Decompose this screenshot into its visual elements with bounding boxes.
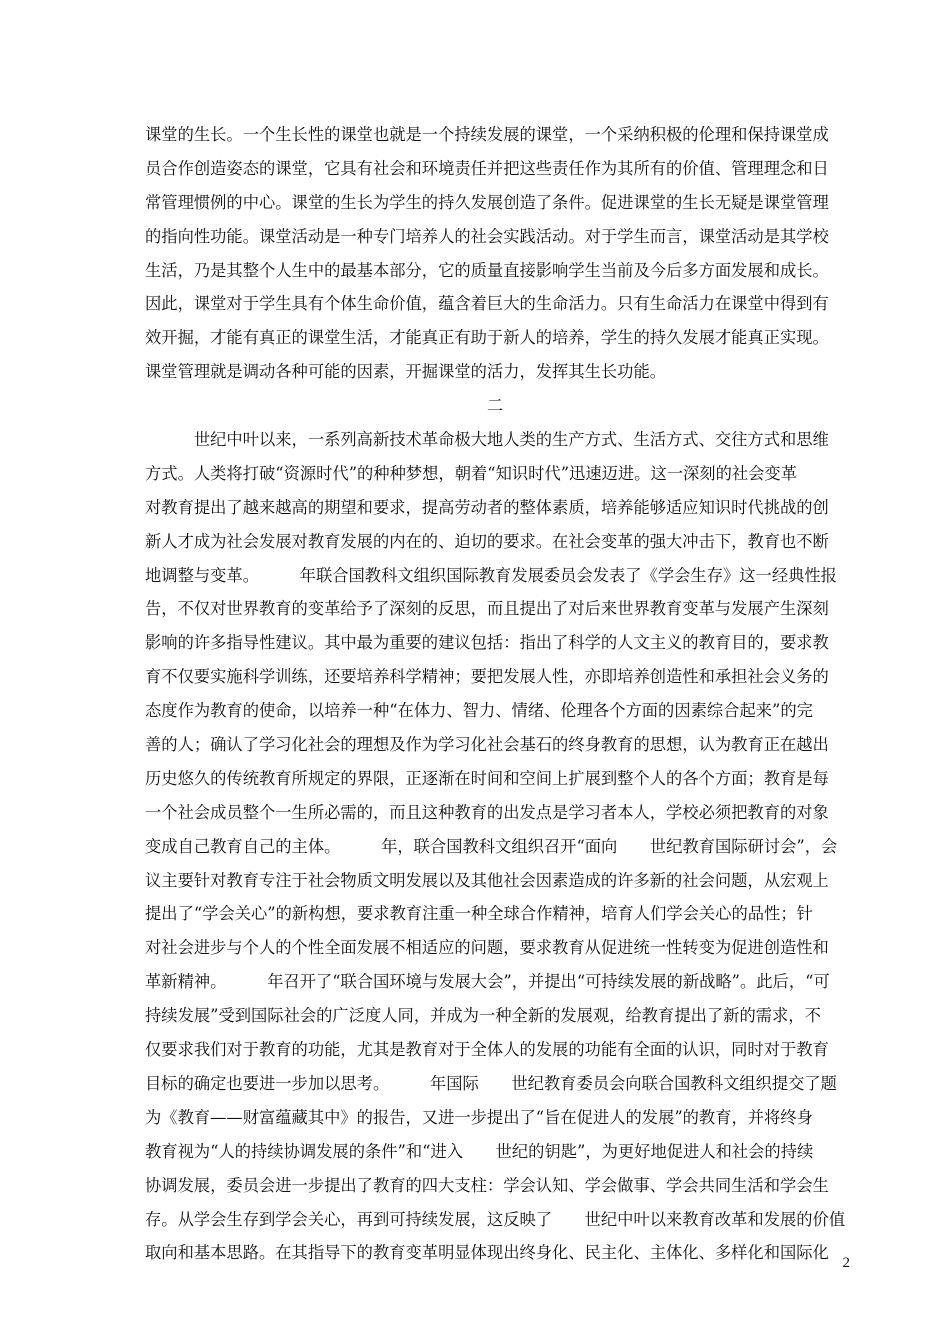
text-line: 目标的确定也要进一步加以思考。 年国际 世纪教育委员会向联合国教科文组织提交了题: [145, 1073, 837, 1093]
text-line: 变成自己教育自己的主体。 年，联合国教科文组织召开“面向 世纪教育国际研讨会”，会: [145, 836, 838, 856]
text-line: 持续发展”受到国际社会的广泛度人同，并成为一种全新的发展观，给教育提出了新的需求，不: [145, 1006, 821, 1026]
text-line: 存。从学会生存到学会关心，再到可持续发展，这反映了 世纪中叶以来教育改革和发展的价值: [145, 1209, 845, 1229]
text-line: 地调整与变革。 年联合国教科文组织国际教育发展委员会发表了《学会生存》这一经典性报: [145, 565, 837, 585]
text-line: 的指向性功能。课堂活动是一种专门培养人的社会实践活动。对于学生而言，课堂活动是其学校: [145, 226, 829, 246]
text-line: 效开掘，才能有真正的课堂生活，才能真正有助于新人的培养，学生的持久发展才能真正实现。: [145, 328, 829, 348]
text-line: 教育视为“人的持续协调发展的条件”和“进入 世纪的钥匙”，为更好地促进人和社会的持续: [145, 1141, 814, 1161]
text-line: 一个社会成员整个一生所必需的，而且这种教育的出发点是学习者本人，学校必须把教育的对象: [145, 802, 829, 822]
text-line: 对教育提出了越来越高的期望和要求，提高劳动者的整体素质，培养能够适应知识时代挑战的创: [145, 497, 829, 517]
text-line: 告，不仅对世界教育的变革给予了深刻的反思，而且提出了对后来世界教育变革与发展产生深刻: [145, 599, 829, 619]
text-line: 态度作为教育的使命，以培养一种“在体力、智力、情绪、伦理各个方面的因素综合起来”的完: [145, 701, 813, 721]
text-line: 世纪中叶以来，一系列高新技术革命极大地人类的生产方式、生活方式、交往方式和思维: [145, 430, 829, 450]
section-heading: 二: [486, 396, 504, 416]
text-line: 仅要求我们对于教育的功能，尤其是教育对于全体人的发展的功能有全面的认识，同时对于教育: [145, 1040, 829, 1060]
text-line: 协调发展，委员会进一步提出了教育的四大支柱：学会认知、学会做事、学会共同生活和学会生: [145, 1175, 829, 1195]
text-line: 方式。人类将打破“资源时代”的种种梦想，朝着“知识时代”迅速迈进。这一深刻的社会变革: [145, 463, 797, 483]
text-line: 因此，课堂对于学生具有个体生命价值，蕴含着巨大的生命活力。只有生命活力在课堂中得到有: [145, 294, 829, 314]
page-number: 2: [842, 1255, 850, 1271]
text-line: 育不仅要实施科学训练，还要培养科学精神；要把发展人性，亦即培养创造性和承担社会义务的: [145, 667, 829, 687]
text-line: 善的人；确认了学习化社会的理想及作为学习化社会基石的终身教育的思想，认为教育正在越出: [145, 735, 829, 755]
text-line: 课堂的生长。一个生长性的课堂也就是一个持续发展的课堂，一个采纳积极的伦理和保持课堂成: [145, 125, 829, 144]
body-text: [145, 118, 845, 1270]
text-line: 对社会进步与个人的个性全面发展不相适应的问题，要求教育从促进统一性转变为促进创造性和: [145, 938, 829, 958]
text-line: 常管理惯例的中心。课堂的生长为学生的持久发展创造了条件。促进课堂的生长无疑是课堂管理: [145, 192, 829, 212]
text-line: 员合作创造姿态的课堂，它具有社会和环境责任并把这些责任作为其所有的价值、管理理念和日: [145, 158, 829, 178]
text-line: 新人才成为社会发展对教育发展的内在的、迫切的要求。在社会变革的强大冲击下，教育也不断: [145, 531, 829, 551]
text-line: 课堂管理就是调动各种可能的因素，开掘课堂的活力，发挥其生长功能。: [145, 362, 667, 382]
text-line: 为《教育——财富蕴藏其中》的报告，又进一步提出了“旨在促进人的发展”的教育，并将终身: [145, 1107, 813, 1127]
text-line: 影响的许多指导性建议。其中最为重要的建议包括：指出了科学的人文主义的教育目的，要求教: [145, 633, 829, 653]
text-line: 生活，乃是其整个人生中的最基本部分，它的质量直接影响学生当前及今后多方面发展和成长。: [145, 260, 829, 280]
text-line: 议主要针对教育专注于社会物质文明发展以及其他社会因素造成的许多新的社会问题，从宏观上: [145, 870, 829, 890]
text-line: 取向和基本思路。在其指导下的教育变革明显体现出终身化、民主化、主体化、多样化和国际化: [145, 1243, 829, 1263]
text-line: 革新精神。 年召开了“联合国环境与发展大会”，并提出“可持续发展的新战略”。此后，“可: [145, 972, 830, 992]
text-line: 历史悠久的传统教育所规定的界限，正逐渐在时间和空间上扩展到整个人的各个方面；教育是每: [145, 768, 829, 788]
text-line: 提出了“学会关心”的新构想，要求教育注重一种全球合作精神，培育人们学会关心的品性；针: [145, 904, 813, 924]
